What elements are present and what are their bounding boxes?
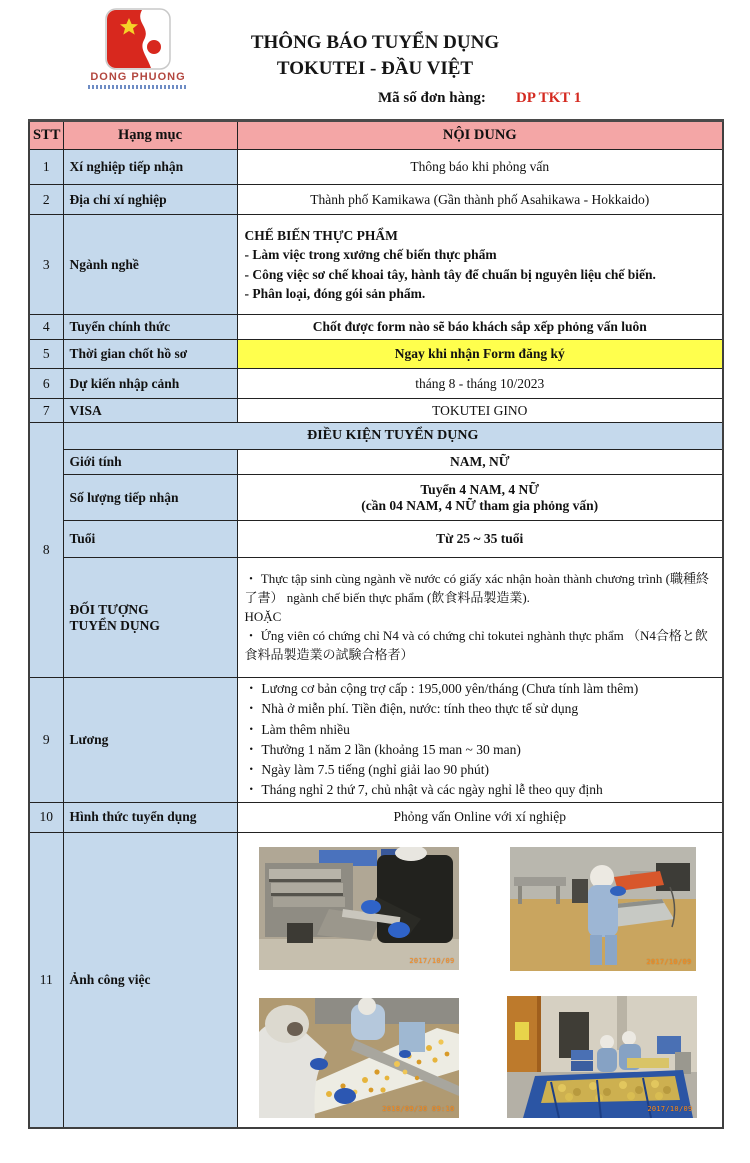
row9-line: ・ Ngày làm 7.5 tiếng (nghỉ giải lao 90 phút) — [244, 762, 489, 777]
row7-content: TOKUTEI GINO — [237, 399, 723, 423]
photo-timestamp: 2017/10/09 — [409, 956, 455, 965]
logo-tagline — [88, 85, 188, 89]
table-row-4 — [29, 315, 723, 340]
col-header-hang-muc: Hạng mục — [63, 121, 237, 150]
col-header-noi-dung: NỘI DUNG — [237, 121, 723, 150]
row8-number: 8 — [29, 423, 63, 678]
row9-line: ・ Tháng nghỉ 2 thứ 7, chủ nhật và các ngày nghỉ lễ theo quy định — [244, 782, 603, 798]
row8-target-line: ・ Thực tập sinh cùng ngành về nước có giấy xác nhận hoàn thành chương trình (職種終了書） ngành chế biến thực phẩm (飲食料品製造業). — [244, 571, 709, 606]
row4-label: Tuyển chính thức — [63, 315, 237, 340]
row3-content — [237, 215, 723, 315]
row11-photos-cell — [237, 832, 723, 1128]
row8-target-label-line1: ĐỐI TƯỢNG — [69, 601, 149, 617]
row8-target-label-line2: TUYỂN DỤNG — [69, 617, 160, 633]
table-row-8-quantity — [29, 475, 723, 521]
row10-content: Phỏng vấn Online với xí nghiệp — [237, 802, 723, 832]
row8-section-title: ĐIỀU KIỆN TUYỂN DỤNG — [63, 423, 723, 450]
row5-label: Thời gian chốt hồ sơ — [63, 340, 237, 369]
col-header-stt: STT — [29, 121, 63, 150]
row10-label: Hình thức tuyển dụng — [63, 802, 237, 832]
row2-content: Thành phố Kamikawa (Gần thành phố Asahikawa - Hokkaido) — [237, 185, 723, 215]
row1-number: 1 — [29, 150, 63, 185]
logo-company-name: DONG PHUONG — [90, 71, 186, 83]
row8-quantity-content — [237, 475, 723, 521]
row9-content — [237, 678, 723, 803]
row3-line: - Làm việc trong xưởng chế biến thực phẩm — [244, 247, 497, 263]
photo-timestamp: 2017/10/09 — [647, 1104, 693, 1113]
row3-line: - Phân loại, đóng gói sản phẩm. — [244, 285, 426, 301]
job-photos-grid — [238, 833, 723, 1127]
row9-number: 9 — [29, 678, 63, 803]
row4-number: 4 — [29, 315, 63, 340]
row6-label: Dự kiến nhập cảnh — [63, 369, 237, 399]
row8-quantity-label: Số lượng tiếp nhận — [63, 475, 237, 521]
blue-crate-potatoes-photo — [507, 996, 697, 1118]
order-code-line — [378, 90, 581, 107]
row8-target-line: ・ Ứng viên có chứng chỉ N4 và có chứng chỉ tokutei nghành thực phẩm （N4合格と飲食料品製造業の試験合格者） — [244, 627, 708, 662]
table-row-5 — [29, 340, 723, 369]
table-row-2 — [29, 185, 723, 215]
table-row-8-section — [29, 423, 723, 450]
row1-label: Xí nghiệp tiếp nhận — [63, 150, 237, 185]
row9-line: ・ Thưởng 1 năm 2 lần (khoảng 15 man ~ 30 man) — [244, 741, 521, 757]
title-line-1: THÔNG BÁO TUYỂN DỤNG — [250, 32, 500, 53]
row11-label: Ảnh công việc — [63, 832, 237, 1128]
row7-label: VISA — [63, 399, 237, 423]
row8-age-label: Tuổi — [63, 521, 237, 558]
row1-content: Thông báo khi phỏng vấn — [237, 150, 723, 185]
row8-quantity-line2: (cần 04 NAM, 4 NỮ tham gia phỏng vấn) — [361, 497, 599, 513]
row5-content-highlighted: Ngay khi nhận Form đăng ký — [237, 340, 723, 369]
row5-number: 5 — [29, 340, 63, 369]
row8-gender-content: NAM, NỮ — [237, 450, 723, 475]
table-row-8-gender — [29, 450, 723, 475]
row7-number: 7 — [29, 399, 63, 423]
row9-line: ・ Nhà ở miễn phí. Tiền điện, nước: tính theo thực tế sử dụng — [244, 701, 579, 717]
worker-at-orange-machine-photo — [510, 847, 696, 971]
photo-timestamp: 2018/09/30 09:10 — [382, 1104, 455, 1113]
table-row-3 — [29, 215, 723, 315]
table-row-10 — [29, 802, 723, 832]
row8-gender-label: Giới tính — [63, 450, 237, 475]
table-header-row — [29, 121, 723, 150]
table-row-8-target — [29, 558, 723, 678]
worker-at-processing-machine-photo — [259, 847, 459, 970]
row6-number: 6 — [29, 369, 63, 399]
table-row-11 — [29, 832, 723, 1128]
row9-line: ・ Làm thêm nhiều — [244, 721, 350, 737]
row9-label: Lương — [63, 678, 237, 803]
table-row-7 — [29, 399, 723, 423]
row3-number: 3 — [29, 215, 63, 315]
row2-label: Địa chỉ xí nghiệp — [63, 185, 237, 215]
row4-content: Chốt được form nào sẽ báo khách sắp xếp phỏng vấn luôn — [237, 315, 723, 340]
row9-line: ・ Lương cơ bản cộng trợ cấp : 195,000 yên/tháng (Chưa tính làm thêm) — [244, 681, 639, 696]
row3-label: Ngành nghề — [63, 215, 237, 315]
table-row-6 — [29, 369, 723, 399]
row2-number: 2 — [29, 185, 63, 215]
row3-heading: CHẾ BIẾN THỰC PHẨM — [244, 228, 398, 244]
row8-quantity-line1: Tuyển 4 NAM, 4 NỮ — [420, 481, 540, 497]
recruitment-table — [28, 119, 724, 1129]
row8-target-content — [237, 558, 723, 678]
table-row-8-age — [29, 521, 723, 558]
row10-number: 10 — [29, 802, 63, 832]
table-row-9 — [29, 678, 723, 803]
row11-number: 11 — [29, 832, 63, 1128]
order-code-label: Mã số đơn hàng: — [378, 90, 486, 106]
sorting-conveyor-photo — [259, 998, 459, 1118]
table-row-1 — [29, 150, 723, 185]
title-line-2: TOKUTEI - ĐẦU VIỆT — [276, 57, 474, 79]
order-code-value: DP TKT 1 — [515, 90, 582, 106]
row6-content: tháng 8 - tháng 10/2023 — [237, 369, 723, 399]
row8-target-label — [63, 558, 237, 678]
row8-target-line: HOẶC — [244, 609, 282, 625]
row3-line: - Công việc sơ chế khoai tây, hành tây để chuẩn bị nguyên liệu chế biến. — [244, 266, 656, 282]
row8-age-content: Từ 25 ~ 35 tuổi — [237, 521, 723, 558]
document-title — [0, 30, 750, 81]
photo-timestamp: 2017/10/09 — [646, 957, 692, 966]
